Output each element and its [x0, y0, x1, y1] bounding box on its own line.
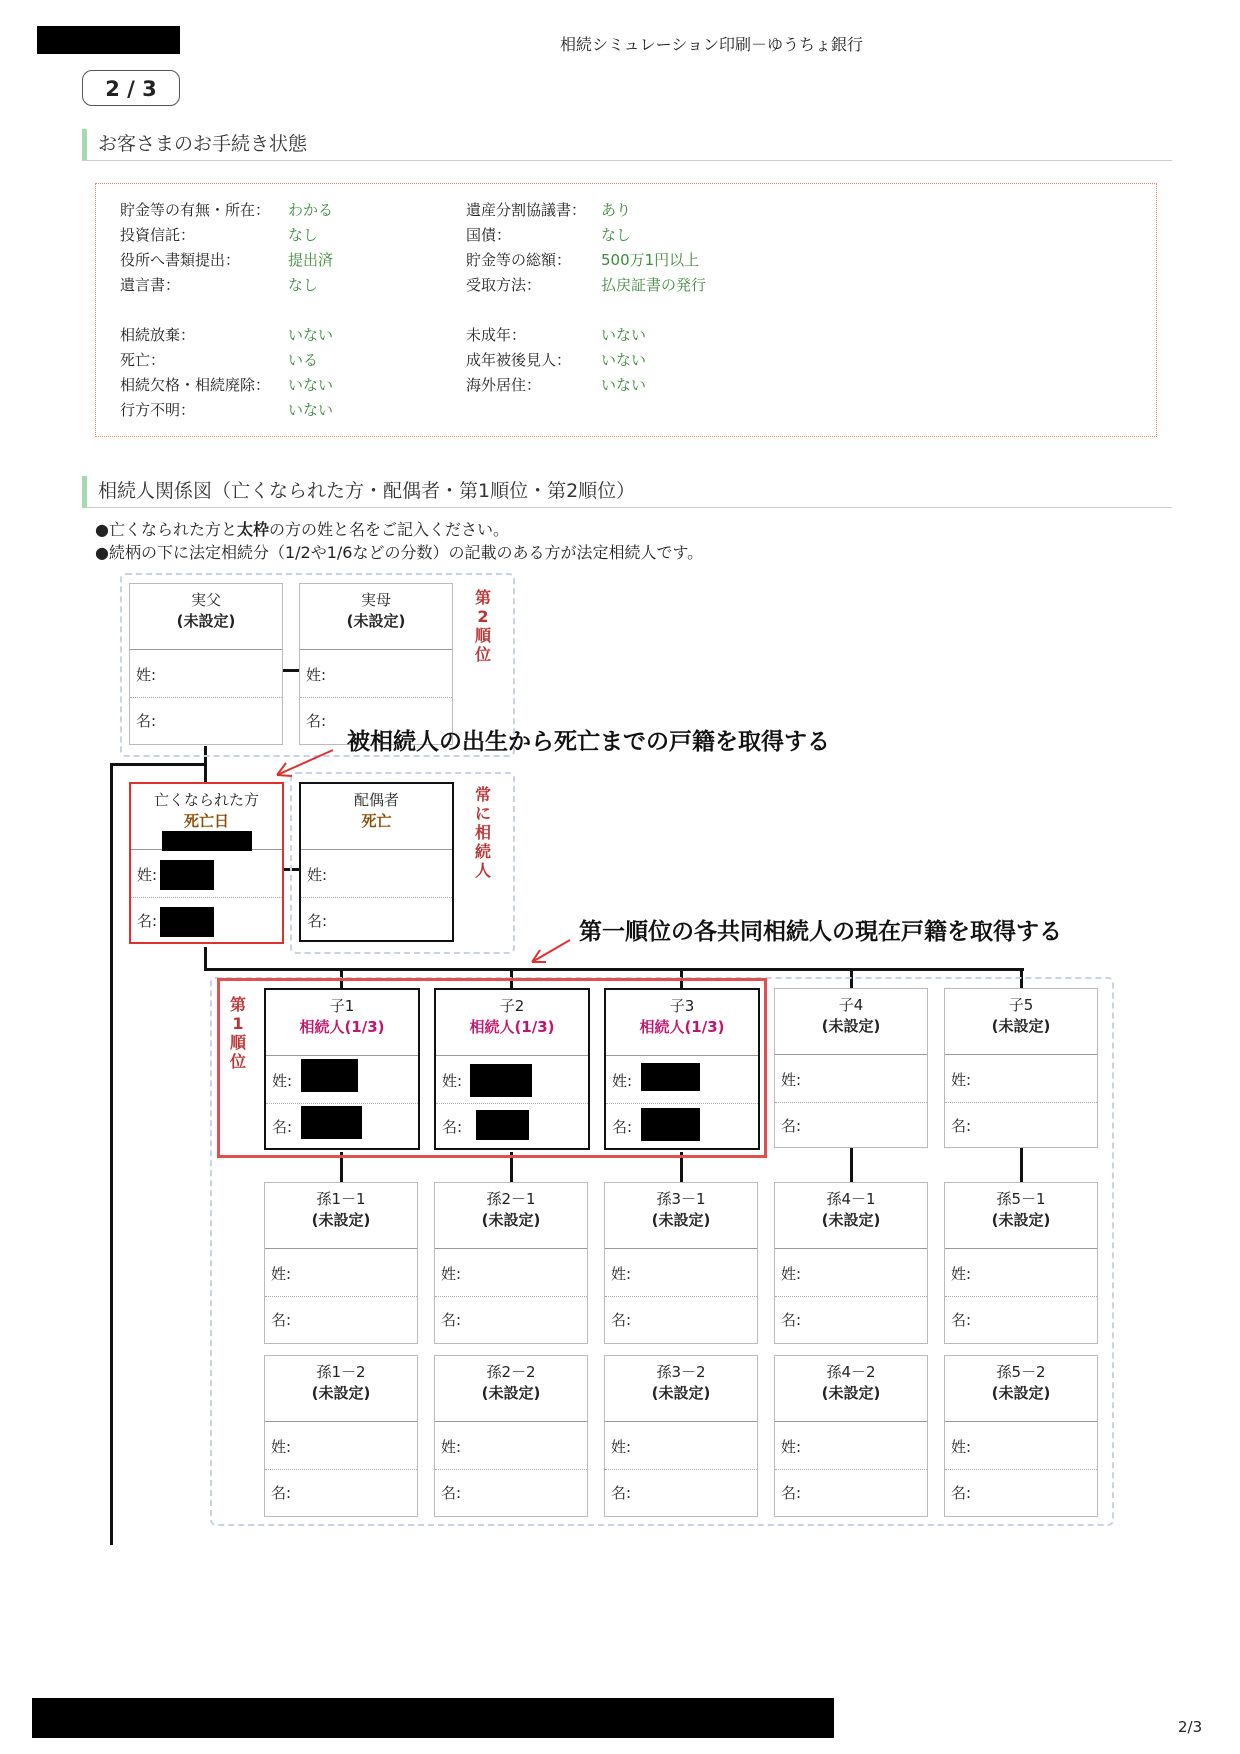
- status-label: 投資信託：: [120, 226, 196, 244]
- note-1-part-a: ●亡くなられた方と: [95, 520, 237, 539]
- vertical-label-char: 位: [229, 1052, 246, 1071]
- label-first-order: [227, 995, 249, 1071]
- given-name-field[interactable]: 名:: [951, 1311, 972, 1329]
- status-value: なし: [288, 226, 319, 244]
- status-label: 遺言書：: [120, 276, 181, 294]
- relation-label: 子5: [1008, 996, 1034, 1014]
- status-value: なし: [288, 276, 319, 294]
- status-label: 成年被後見人：: [466, 351, 572, 369]
- relation-label: 孫1－1: [316, 1190, 366, 1208]
- section-title-status: お客さまのお手続き状態: [82, 129, 1172, 161]
- heir-status: (未設定): [821, 1211, 881, 1229]
- surname-field[interactable]: 姓:: [775, 1057, 927, 1103]
- surname-field[interactable]: 姓:: [775, 1251, 927, 1297]
- surname-field[interactable]: 姓:: [435, 1251, 587, 1297]
- relation-label: 亡くなられた方: [153, 791, 259, 809]
- arrow-to-deceased: [277, 750, 333, 776]
- card-header: [605, 1183, 757, 1249]
- heir-status: 相続人(1/3): [469, 1018, 555, 1036]
- vertical-label-char: 順: [474, 626, 491, 645]
- status-label: 国債：: [466, 226, 512, 244]
- given-name-field[interactable]: 名:: [611, 1484, 632, 1502]
- status-value: わかる: [288, 201, 334, 219]
- given-name-field[interactable]: 名:: [271, 1484, 292, 1502]
- heir-status: (未設定): [821, 1017, 881, 1035]
- surname-field[interactable]: 姓:: [945, 1424, 1097, 1470]
- relation-label: 孫4－1: [826, 1190, 876, 1208]
- instruction-note-2: ●続柄の下に法定相続分（1/2や1/6などの分数）の記載のある方が法定相続人です。: [95, 543, 704, 562]
- given-name-field[interactable]: 名:: [441, 1311, 462, 1329]
- card-header: [605, 1356, 757, 1422]
- card-grandchild: [944, 1182, 1098, 1344]
- redacted-child1-given-name: [301, 1106, 362, 1139]
- given-name-field[interactable]: 名:: [442, 1118, 463, 1136]
- redacted-child3-surname: [641, 1063, 700, 1091]
- heir-status: (未設定): [651, 1384, 711, 1402]
- redacted-child2-given-name: [476, 1110, 529, 1140]
- given-name-field[interactable]: 名:: [951, 1117, 972, 1135]
- card-grandchild: [944, 1355, 1098, 1517]
- relation-label: 孫3－1: [656, 1190, 706, 1208]
- surname-field[interactable]: 姓:: [265, 1424, 417, 1470]
- annotation-heirs-registry: 第一順位の各共同相続人の現在戸籍を取得する: [579, 919, 1062, 945]
- given-name-field[interactable]: 名:: [136, 712, 157, 730]
- note-1-bold: 太枠: [236, 520, 269, 539]
- heir-status: (未設定): [481, 1211, 541, 1229]
- relation-label: 実母: [360, 591, 391, 609]
- vertical-label-char: に: [474, 804, 491, 823]
- card-grandchild: [604, 1182, 758, 1344]
- given-name-field[interactable]: 名:: [781, 1117, 802, 1135]
- status-label: 相続欠格・相続廃除：: [120, 376, 271, 394]
- annotation-deceased-registry: 被相続人の出生から死亡までの戸籍を取得する: [347, 729, 830, 755]
- surname-field[interactable]: 姓:: [130, 652, 282, 698]
- note-1-part-c: の方の姓と名をご記入ください。: [268, 520, 509, 539]
- surname-field[interactable]: 姓:: [301, 852, 452, 898]
- relation-label: 子3: [669, 997, 695, 1015]
- vertical-label-char: 相: [474, 823, 491, 842]
- status-value: いない: [288, 326, 334, 344]
- card-header: [435, 1356, 587, 1422]
- given-name-field[interactable]: 名:: [137, 912, 158, 930]
- status-label: 相続放棄：: [120, 326, 196, 344]
- surname-field[interactable]: 姓:: [266, 1058, 418, 1104]
- surname-field[interactable]: 姓:: [606, 1058, 758, 1104]
- vertical-label-char: 1: [232, 1014, 244, 1033]
- card-header: [945, 1183, 1097, 1249]
- status-value: いない: [601, 376, 647, 394]
- surname-field[interactable]: 姓:: [605, 1424, 757, 1470]
- status-label: 死亡：: [120, 351, 166, 369]
- relation-label: 子1: [329, 997, 355, 1015]
- heir-status: (未設定): [311, 1384, 371, 1402]
- card-header: [775, 1356, 927, 1422]
- heir-status: (未設定): [176, 612, 236, 630]
- status-value: 提出済: [288, 251, 334, 269]
- status-value: 払戻証書の発行: [601, 276, 707, 294]
- card-header: [265, 1356, 417, 1422]
- vertical-label-char: 順: [229, 1033, 246, 1052]
- vertical-label-char: 位: [474, 645, 491, 664]
- card-child: [774, 988, 928, 1148]
- card-grandchild: [774, 1355, 928, 1517]
- heir-status: 死亡: [361, 812, 392, 830]
- redacted-child3-given-name: [641, 1108, 700, 1141]
- given-name-field[interactable]: 名:: [611, 1311, 632, 1329]
- document-title: 相続シミュレーション印刷－ゆうちょ銀行: [560, 35, 864, 54]
- relation-label: 孫3－2: [656, 1363, 706, 1381]
- surname-field[interactable]: 姓:: [605, 1251, 757, 1297]
- card-header: [775, 1183, 927, 1249]
- surname-field[interactable]: 姓:: [945, 1057, 1097, 1103]
- status-label: 行方不明：: [120, 401, 196, 419]
- card-grandchild: [434, 1355, 588, 1517]
- status-value: いる: [288, 351, 319, 369]
- page-indicator: 2 / 3: [82, 70, 180, 106]
- heir-status: (未設定): [991, 1211, 1051, 1229]
- relation-label: 孫4－2: [826, 1363, 876, 1381]
- relation-label: 子2: [499, 997, 525, 1015]
- surname-field[interactable]: 姓:: [131, 852, 282, 898]
- section-title-relations: 相続人関係図（亡くなられた方・配偶者・第1順位・第2順位）: [82, 476, 1172, 508]
- card-header: [265, 1183, 417, 1249]
- heir-status: (未設定): [991, 1384, 1051, 1402]
- card-grandchild: [604, 1355, 758, 1517]
- card-header: [435, 1183, 587, 1249]
- heir-status: (未設定): [311, 1211, 371, 1229]
- status-label: 貯金等の有無・所在：: [120, 201, 271, 219]
- card-grandchild: [774, 1182, 928, 1344]
- card-header: [945, 1356, 1097, 1422]
- status-value: いない: [601, 351, 647, 369]
- status-value: いない: [288, 376, 334, 394]
- status-value: 500万1円以上: [601, 251, 700, 269]
- card-grandchild: [434, 1182, 588, 1344]
- vertical-label-char: 第: [474, 588, 491, 607]
- relation-label: 実父: [190, 591, 221, 609]
- surname-field[interactable]: 姓:: [435, 1424, 587, 1470]
- vertical-label-char: 人: [474, 861, 491, 880]
- status-label: 受取方法：: [466, 276, 542, 294]
- heir-status: (未設定): [651, 1211, 711, 1229]
- status-label: 役所へ書類提出：: [120, 251, 241, 269]
- given-name-field[interactable]: 名:: [781, 1311, 802, 1329]
- heir-status: (未設定): [346, 612, 406, 630]
- vertical-label-char: 常: [474, 785, 491, 804]
- relation-label: 孫5－1: [996, 1190, 1046, 1208]
- heir-status: (未設定): [481, 1384, 541, 1402]
- heir-status: (未設定): [821, 1384, 881, 1402]
- relation-label: 配偶者: [353, 791, 399, 809]
- given-name-field[interactable]: 名:: [272, 1118, 293, 1136]
- card-child: [944, 988, 1098, 1148]
- redacted-footer-block: [32, 1698, 834, 1738]
- redacted-child2-surname: [470, 1064, 532, 1097]
- given-name-field[interactable]: 名:: [307, 912, 328, 930]
- relation-label: 子4: [838, 996, 864, 1014]
- arrow-to-first-order: [532, 940, 570, 962]
- surname-field[interactable]: 姓:: [300, 652, 452, 698]
- footer-page-number: 2/3: [1178, 1718, 1203, 1736]
- relation-label: 孫2－1: [486, 1190, 536, 1208]
- heir-status: 死亡日: [183, 812, 229, 830]
- status-label: 海外居住：: [466, 376, 542, 394]
- status-value: いない: [288, 401, 334, 419]
- given-name-field[interactable]: 名:: [781, 1484, 802, 1502]
- vertical-label-char: 2: [477, 607, 489, 626]
- status-value: あり: [601, 201, 632, 219]
- status-label: 貯金等の総額：: [466, 251, 572, 269]
- given-name-field[interactable]: 名:: [271, 1311, 292, 1329]
- heir-status: 相続人(1/3): [299, 1018, 385, 1036]
- relation-label: 孫2－2: [486, 1363, 536, 1381]
- status-label: 未成年：: [466, 326, 527, 344]
- card-grandchild: [264, 1182, 418, 1344]
- status-value: なし: [601, 226, 632, 244]
- given-name-field[interactable]: 名:: [612, 1118, 633, 1136]
- surname-field[interactable]: 姓:: [436, 1058, 588, 1104]
- redacted-child1-surname: [301, 1059, 358, 1092]
- heir-status: 相続人(1/3): [639, 1018, 725, 1036]
- surname-field[interactable]: 姓:: [775, 1424, 927, 1470]
- heir-status: (未設定): [991, 1017, 1051, 1035]
- surname-field[interactable]: 姓:: [265, 1251, 417, 1297]
- relation-label: 孫5－2: [996, 1363, 1046, 1381]
- surname-field[interactable]: 姓:: [945, 1251, 1097, 1297]
- relation-label: 孫1－2: [316, 1363, 366, 1381]
- vertical-label-char: 第: [229, 995, 246, 1014]
- status-value: いない: [601, 326, 647, 344]
- status-label: 遺産分割協議書：: [466, 201, 587, 219]
- card-grandchild: [264, 1355, 418, 1517]
- vertical-label-char: 続: [474, 842, 491, 861]
- given-name-field[interactable]: 名:: [306, 712, 327, 730]
- given-name-field[interactable]: 名:: [441, 1484, 462, 1502]
- given-name-field[interactable]: 名:: [951, 1484, 972, 1502]
